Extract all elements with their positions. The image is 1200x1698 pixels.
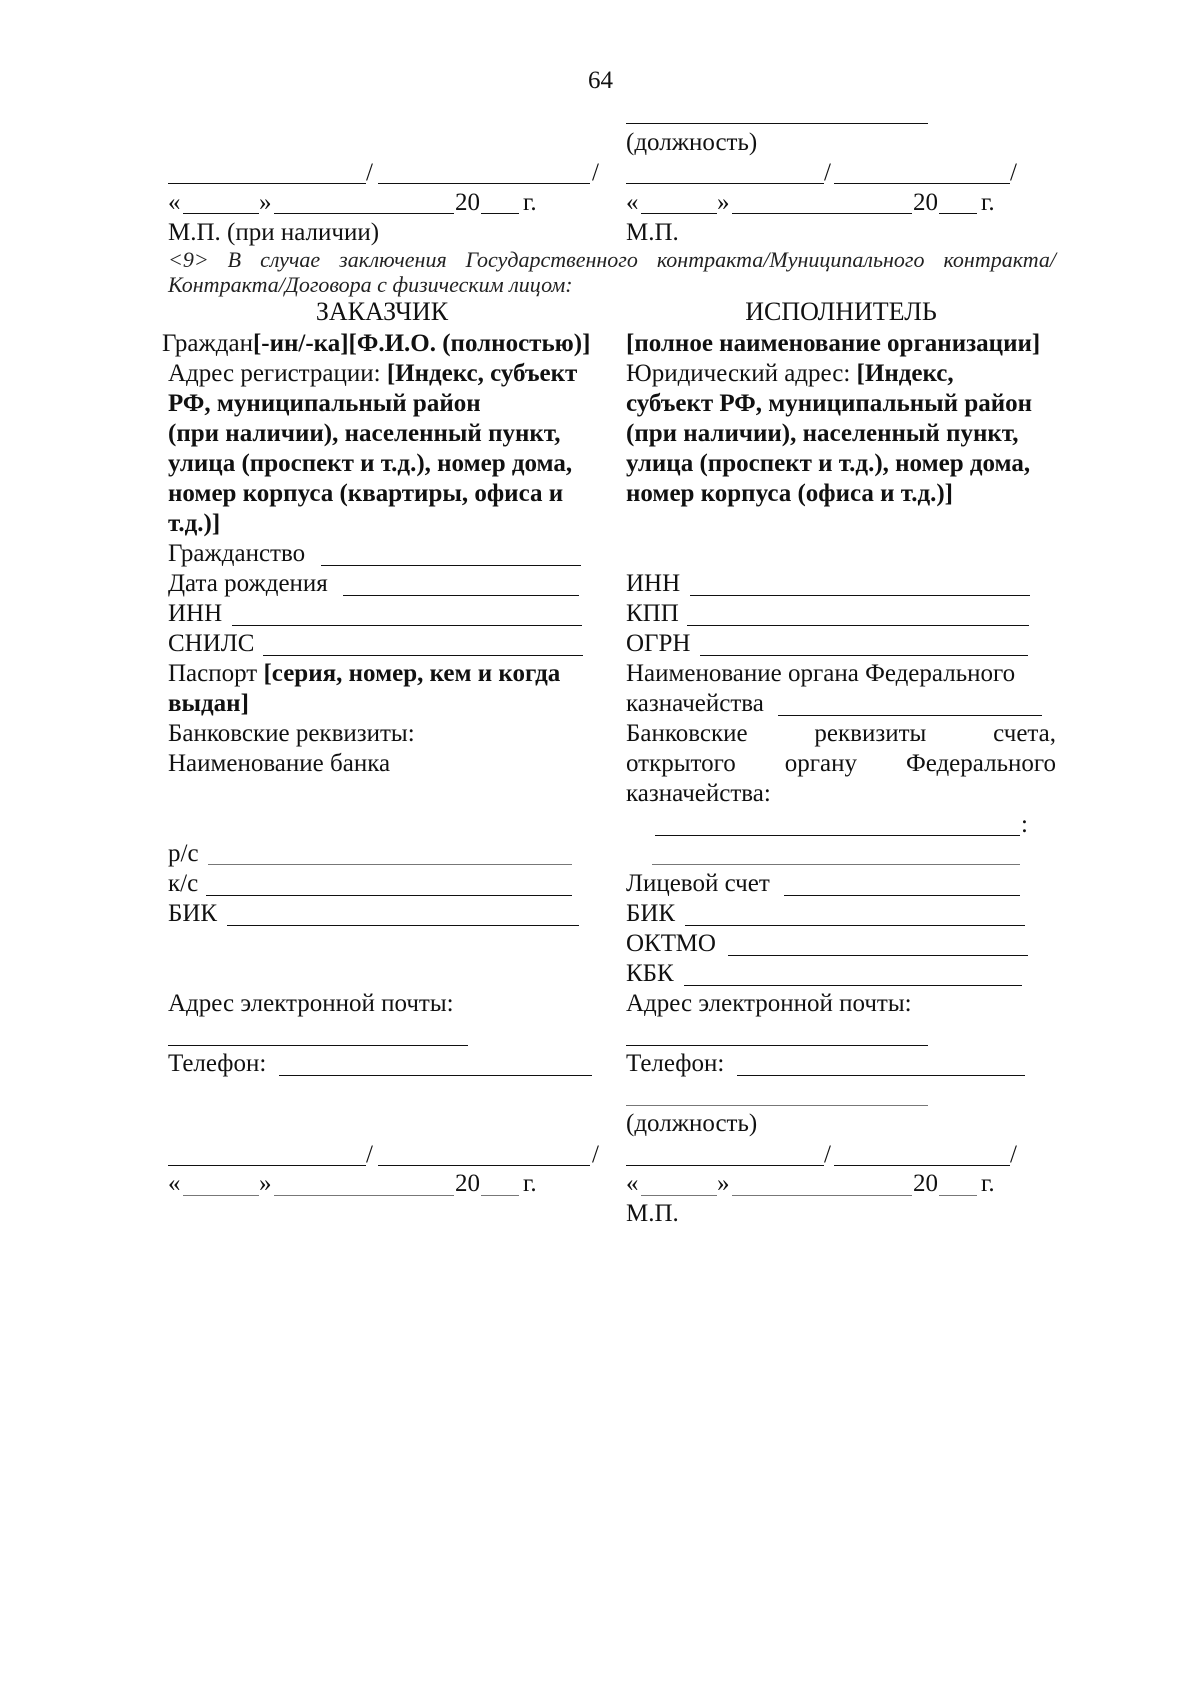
treasury-field[interactable] — [778, 715, 1042, 716]
customer-bik-label: БИК — [168, 900, 218, 927]
kpp-field[interactable] — [687, 625, 1029, 626]
customer-phone-label: Телефон: — [168, 1050, 267, 1077]
passport-label: Паспорт [серия, номер, кем и когда — [168, 660, 561, 687]
year-line — [481, 213, 519, 214]
slash: / — [366, 1141, 373, 1168]
executor-address-line: субъект РФ, муниципальный район — [626, 390, 1033, 417]
slash: / — [1010, 159, 1017, 186]
treasury-label: Наименование органа Федерального — [626, 660, 1016, 687]
colon: : — [1021, 811, 1028, 838]
kpp-label: КПП — [626, 600, 679, 627]
day-line — [641, 213, 717, 214]
slash: / — [366, 159, 373, 186]
customer-address-line: улица (проспект и т.д.), номер дома, — [168, 450, 573, 477]
year-suffix: г. — [523, 189, 537, 216]
slash: / — [824, 159, 831, 186]
ogrn-field[interactable] — [700, 655, 1028, 656]
slash: / — [592, 1141, 599, 1168]
personal-account-label: Лицевой счет — [626, 870, 770, 897]
executor-name: [полное наименование организации] — [626, 330, 1041, 357]
stamp-label: М.П. — [626, 219, 679, 246]
footnote-line-1: <9> В случае заключения Государственного контракта/Муниципального контракта/ — [168, 247, 1056, 272]
year-line — [939, 213, 977, 214]
quote-open: « — [626, 189, 639, 216]
executor-phone-field[interactable] — [737, 1075, 1025, 1076]
snils-label: СНИЛС — [168, 630, 255, 657]
customer-name: Граждан[-ин/-ка][Ф.И.О. (полностью)] — [162, 330, 591, 357]
executor-phone-label: Телефон: — [626, 1050, 725, 1077]
customer-header: ЗАКАЗЧИК — [315, 297, 449, 326]
personal-account-field[interactable] — [784, 895, 1020, 896]
year-prefix: 20 — [455, 189, 480, 216]
kbk-label: КБК — [626, 960, 674, 987]
customer-inn-field[interactable] — [232, 625, 582, 626]
signature-line — [168, 183, 366, 184]
citizenship-field[interactable] — [321, 565, 581, 566]
executor-bik-field[interactable] — [685, 925, 1025, 926]
rs-label: р/с — [168, 840, 199, 867]
oktmo-field[interactable] — [728, 955, 1028, 956]
name-line — [834, 183, 1010, 184]
footnote-line-2: Контракта/Договора с физическим лицом: — [168, 272, 573, 297]
slash: / — [824, 1141, 831, 1168]
page-number: 64 — [588, 67, 613, 94]
ogrn-label: ОГРН — [626, 630, 691, 657]
customer-bik-field[interactable] — [227, 925, 579, 926]
executor-inn-field[interactable] — [690, 595, 1030, 596]
customer-email-field[interactable] — [168, 1045, 468, 1046]
quote-close: » — [717, 189, 730, 216]
year-line — [481, 1195, 519, 1196]
year-suffix: г. — [523, 1170, 537, 1197]
quote-open: « — [626, 1170, 639, 1197]
day-line — [183, 1195, 259, 1196]
position-label: (должность) — [626, 129, 758, 156]
customer-address-label: Адрес регистрации: [Индекс, субъект — [168, 360, 578, 387]
name-line — [378, 1165, 590, 1166]
year-prefix: 20 — [913, 189, 938, 216]
month-line — [732, 213, 912, 214]
day-line — [641, 1195, 717, 1196]
position-label: (должность) — [626, 1110, 758, 1137]
position-line — [626, 1105, 928, 1106]
executor-bank-details-label: Банковские реквизиты счета, — [626, 720, 1056, 747]
signature-line — [626, 183, 824, 184]
bank-name-label: Наименование банка — [168, 750, 391, 777]
quote-open: « — [168, 1170, 181, 1197]
executor-email-label: Адрес электронной почты: — [626, 990, 912, 1017]
executor-address-line: улица (проспект и т.д.), номер дома, — [626, 450, 1031, 477]
executor-address-label: Юридический адрес: [Индекс, — [626, 360, 954, 387]
treasury-account-field[interactable] — [655, 835, 1020, 836]
treasury-account-field-2[interactable] — [652, 864, 1020, 865]
customer-email-label: Адрес электронной почты: — [168, 990, 454, 1017]
day-line — [183, 213, 259, 214]
year-prefix: 20 — [913, 1170, 938, 1197]
executor-inn-label: ИНН — [626, 570, 681, 597]
year-suffix: г. — [981, 1170, 995, 1197]
oktmo-label: ОКТМО — [626, 930, 716, 957]
year-suffix: г. — [981, 189, 995, 216]
executor-header: ИСПОЛНИТЕЛЬ — [745, 297, 937, 326]
slash: / — [1010, 1141, 1017, 1168]
snils-field[interactable] — [263, 655, 583, 656]
executor-bik-label: БИК — [626, 900, 676, 927]
month-line — [274, 1195, 454, 1196]
passport-line: выдан] — [168, 690, 249, 717]
customer-phone-field[interactable] — [279, 1075, 592, 1076]
customer-address-line: РФ, муниципальный район — [168, 390, 481, 417]
stamp-label: М.П. — [626, 1200, 679, 1227]
stamp-label: М.П. (при наличии) — [168, 219, 380, 246]
signature-line — [626, 1165, 824, 1166]
birth-date-label: Дата рождения — [168, 570, 328, 597]
customer-address-line: номер корпуса (квартиры, офиса и — [168, 480, 564, 507]
position-line — [626, 123, 928, 124]
executor-address-line: (при наличии), населенный пункт, — [626, 420, 1019, 447]
executor-email-field[interactable] — [626, 1045, 928, 1046]
quote-close: » — [259, 189, 272, 216]
month-line — [732, 1195, 912, 1196]
name-line — [834, 1165, 1010, 1166]
opened-account-label: открытого органу Федерального — [626, 750, 1056, 777]
birth-date-field[interactable] — [343, 595, 579, 596]
customer-bank-details-label: Банковские реквизиты: — [168, 720, 415, 747]
kbk-field[interactable] — [684, 985, 1022, 986]
treasury-label-cont: казначейства — [626, 690, 764, 717]
quote-close: » — [717, 1170, 730, 1197]
slash: / — [592, 159, 599, 186]
citizenship-label: Гражданство — [168, 540, 306, 567]
ks-field[interactable] — [206, 895, 572, 896]
quote-open: « — [168, 189, 181, 216]
executor-address-line: номер корпуса (офиса и т.д.)] — [626, 480, 954, 507]
treasury-colon-label: казначейства: — [626, 780, 771, 807]
customer-inn-label: ИНН — [168, 600, 223, 627]
rs-field[interactable] — [208, 864, 572, 865]
name-line — [378, 183, 590, 184]
customer-address-line: (при наличии), населенный пункт, — [168, 420, 561, 447]
ks-label: к/с — [168, 870, 199, 897]
year-line — [939, 1195, 977, 1196]
signature-line — [168, 1165, 366, 1166]
year-prefix: 20 — [455, 1170, 480, 1197]
quote-close: » — [259, 1170, 272, 1197]
customer-address-line: т.д.)] — [168, 510, 221, 537]
month-line — [274, 213, 454, 214]
